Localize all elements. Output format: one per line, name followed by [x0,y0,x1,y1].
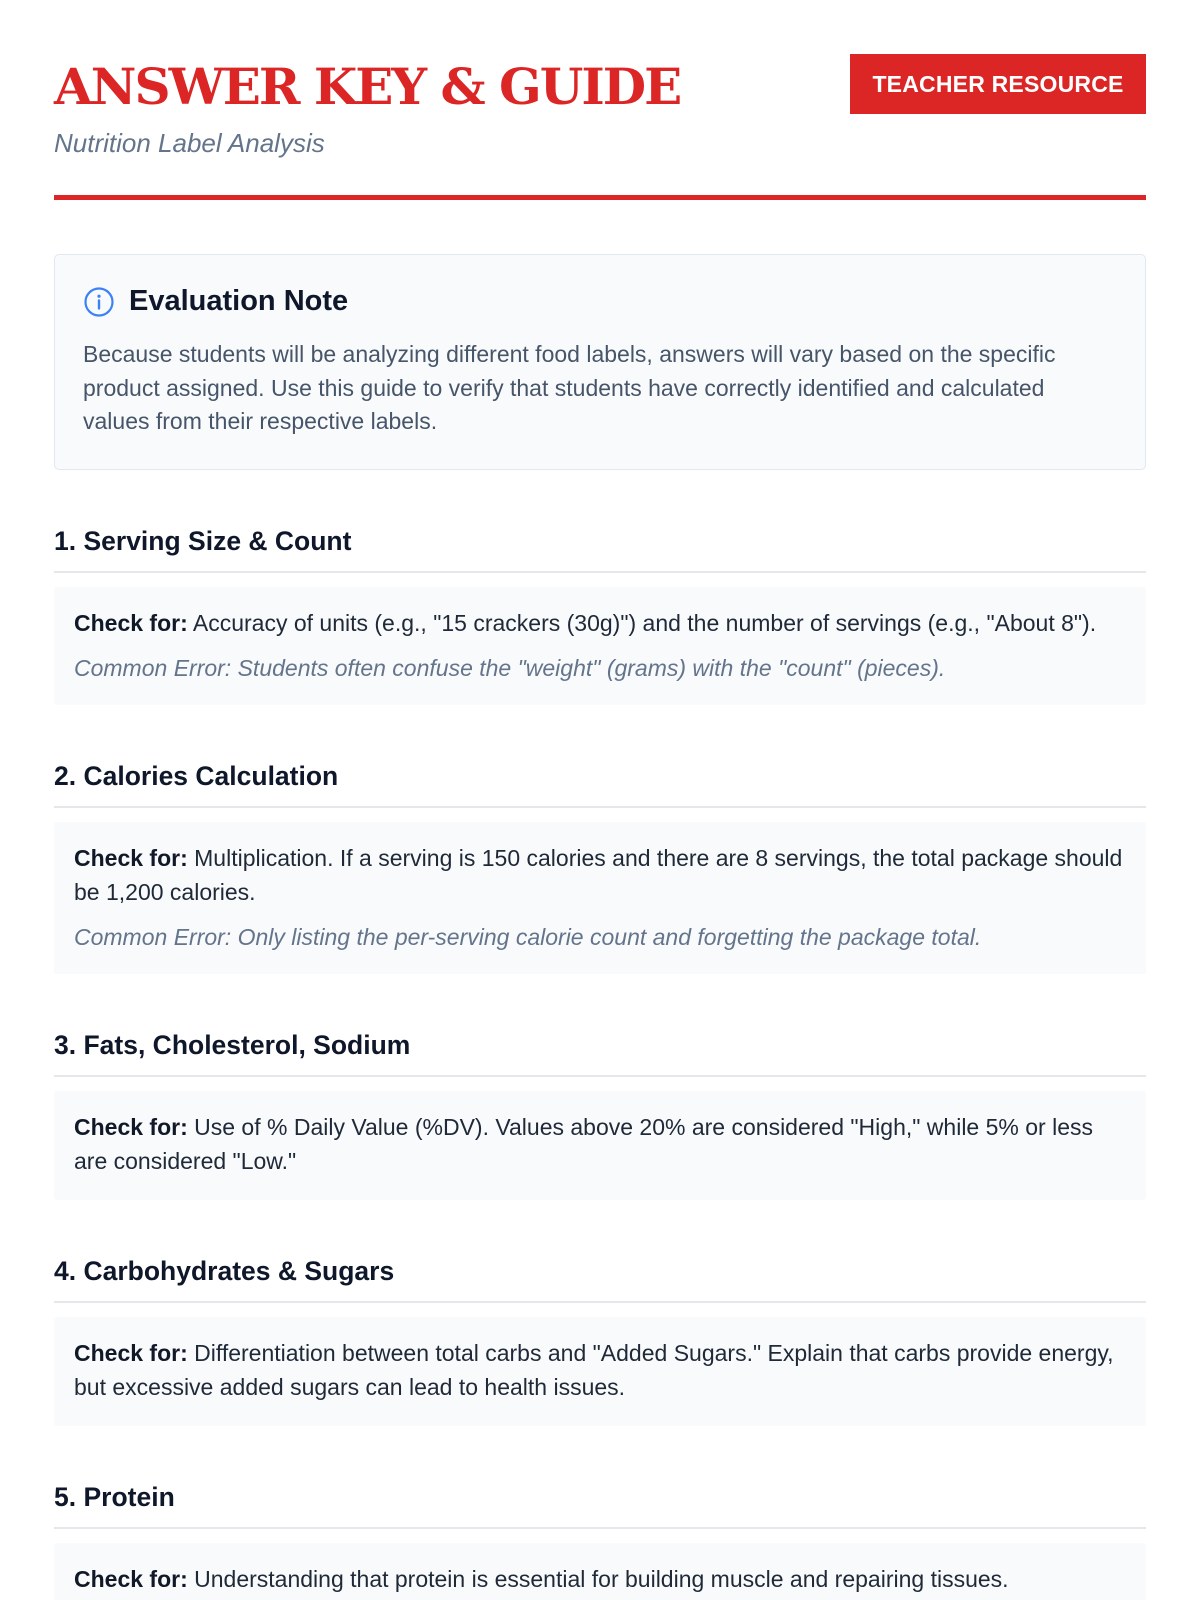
check-for-label: Check for: [74,1566,188,1592]
check-for-label: Check for: [74,1114,188,1140]
check-for-text [74,607,1126,641]
evaluation-note-header [83,285,1117,318]
check-for-text [74,1111,1126,1178]
header [54,54,1146,200]
section-title: 3. Fats, Cholesterol, Sodium [54,1030,1146,1077]
check-for-label: Check for: [74,845,188,871]
info-icon [83,286,115,318]
check-for-detail: Use of % Daily Value (%DV). Values above 20% are considered "High," while 5% or less are considered "Low." [74,1114,1093,1174]
common-error-text: Common Error: Students often confuse the "weight" (grams) with the "count" (pieces). [74,655,946,681]
section-title: 4. Carbohydrates & Sugars [54,1256,1146,1303]
section-box [54,1543,1146,1600]
evaluation-note [54,254,1146,470]
evaluation-note-title: Evaluation Note [129,285,349,317]
page-subtitle: Nutrition Label Analysis [54,128,325,158]
check-for-text [74,1337,1126,1404]
section-fats [54,1030,1146,1200]
check-for-label: Check for: [74,1340,188,1366]
page-title: ANSWER KEY & GUIDE [54,57,681,116]
check-for-detail: Accuracy of units (e.g., "15 crackers (30g)") and the number of servings (e.g., "About 8"). [187,609,1097,636]
section-box [54,822,1146,974]
section-box [54,587,1146,706]
section-serving-size [54,526,1146,706]
section-title: 2. Calories Calculation [54,761,1146,808]
check-for-label: Check for: [74,609,188,636]
check-for-text [74,842,1126,909]
teacher-resource-badge: TEACHER RESOURCE [850,54,1146,114]
section-protein [54,1482,1146,1600]
common-error-text: Common Error: Only listing the per-serving calorie count and forgetting the package total. [74,924,982,950]
check-for-detail: Multiplication. If a serving is 150 calories and there are 8 servings, the total package should be 1,200 calories. [74,845,1123,905]
section-box [54,1091,1146,1200]
check-for-detail: Differentiation between total carbs and "Added Sugars." Explain that carbs provide energy, but excessive added sugars can lead to health issues. [74,1340,1114,1400]
section-title: 1. Serving Size & Count [54,526,1146,573]
check-for-text [74,1563,1126,1597]
evaluation-note-body: Because students will be analyzing different food labels, answers will vary based on the specific product assigned. Use this guide to verify that students have correctly identified and calculated values from their respective labels. [83,341,1056,434]
section-carbohydrates [54,1256,1146,1426]
check-for-detail: Understanding that protein is essential for building muscle and repairing tissues. [187,1566,1009,1592]
section-box [54,1317,1146,1426]
section-calories [54,761,1146,974]
section-title: 5. Protein [54,1482,1146,1529]
